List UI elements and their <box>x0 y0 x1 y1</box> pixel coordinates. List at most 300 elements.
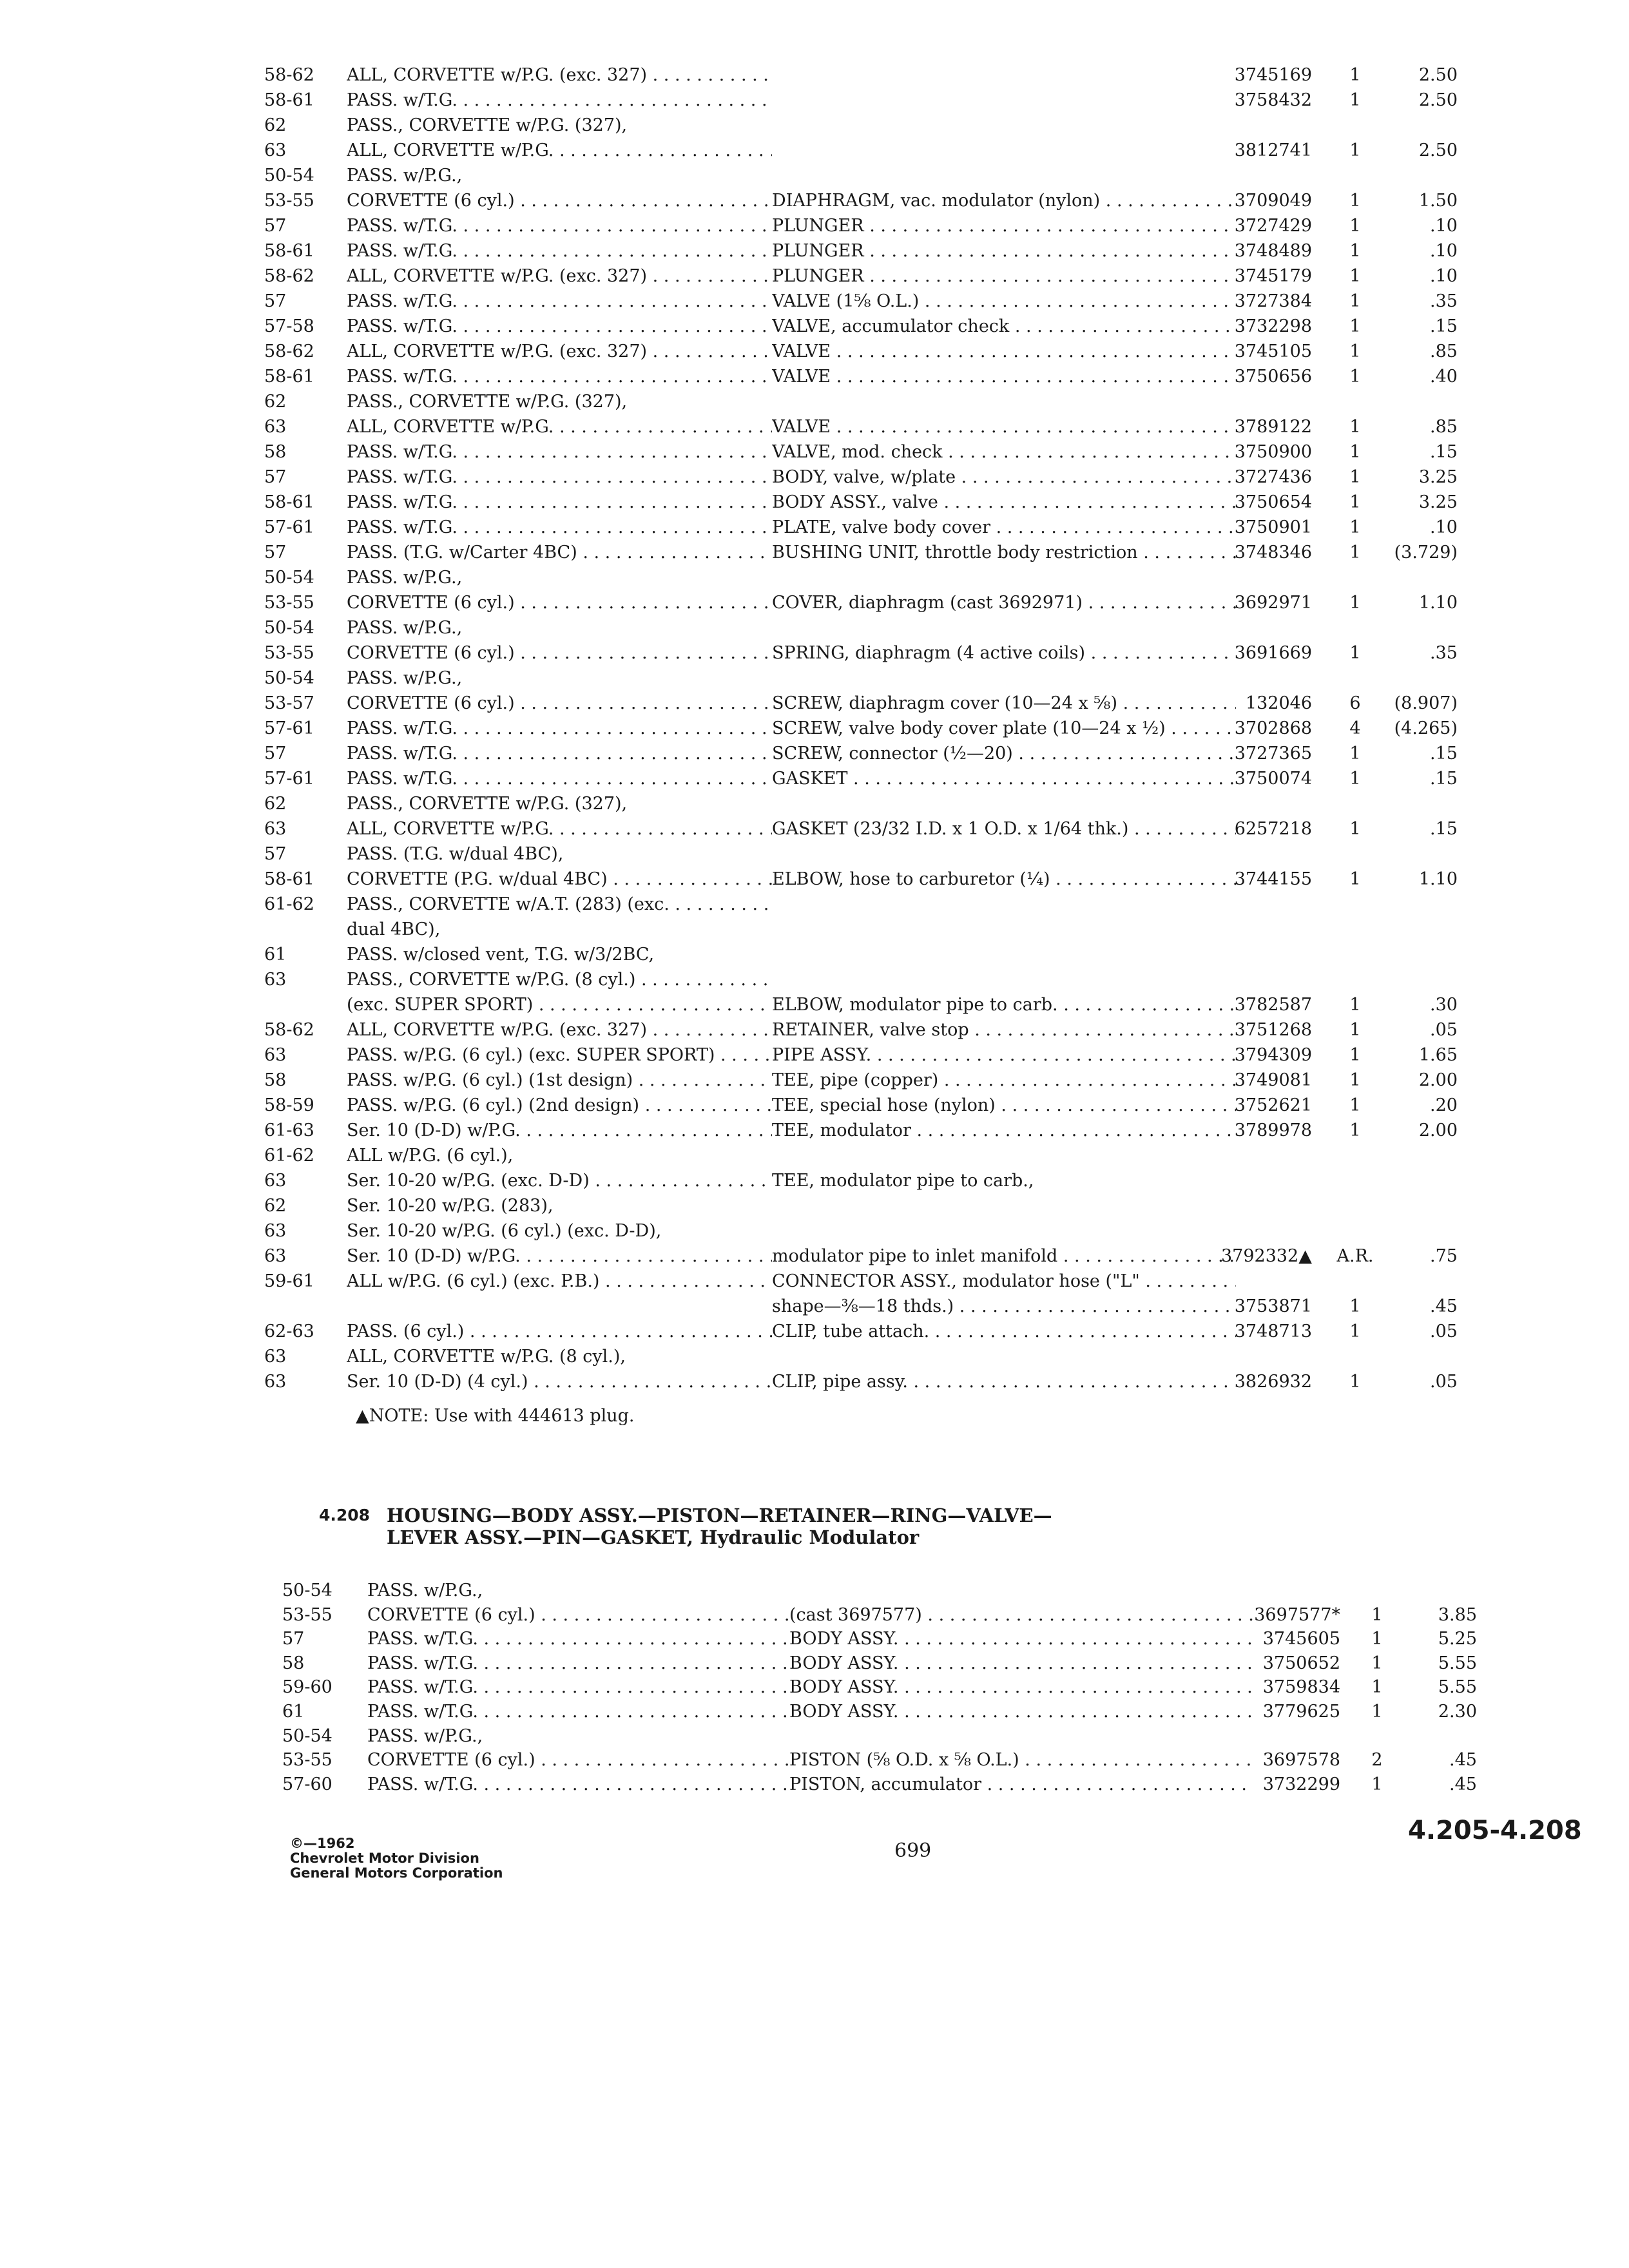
part-number-cell: 3748346 <box>1234 543 1312 562</box>
price-cell: .10 <box>1430 266 1458 286</box>
quantity-cell: A.R. <box>1336 1246 1374 1266</box>
description-cell: SCREW, diaphragm cover (10—24 x ⅝) . . . <box>772 691 1236 716</box>
application-cell: ALL w/P.G. (6 cyl.), <box>347 1146 514 1166</box>
quantity-cell: 1 <box>1349 316 1361 336</box>
part-number-cell: 3794309 <box>1234 1045 1312 1065</box>
part-number-cell: 3727429 <box>1234 216 1312 236</box>
table-row <box>0 1651 1629 1676</box>
part-number-cell: 3789122 <box>1234 417 1312 437</box>
table-row <box>0 691 1629 716</box>
application-cell: PASS. w/P.G. (6 cyl.) (2nd design) . . . <box>347 1093 772 1118</box>
application-cell: PASS. w/T.G. . . . <box>347 214 772 238</box>
quantity-cell: 1 <box>1349 341 1361 361</box>
application-cell: PASS. w/T.G. . . . <box>347 490 772 515</box>
description-cell: BODY ASSY. . . . <box>789 1627 1253 1651</box>
year-cell: 57 <box>264 291 287 311</box>
application-cell: dual 4BC), <box>347 919 441 939</box>
table-row <box>0 1294 1629 1319</box>
table-row <box>0 1068 1629 1093</box>
table-row <box>0 541 1629 565</box>
table-row <box>0 1043 1629 1068</box>
part-number-cell: 3752621 <box>1234 1095 1312 1115</box>
year-cell: 57-61 <box>264 718 314 738</box>
application-cell: PASS. w/T.G. . . . <box>367 1651 793 1676</box>
year-cell: 57 <box>282 1629 305 1649</box>
table-row <box>0 1093 1629 1118</box>
table-row <box>0 918 1629 942</box>
year-cell: 59-60 <box>282 1677 333 1698</box>
price-cell: .85 <box>1430 417 1458 437</box>
quantity-cell: 1 <box>1349 744 1361 764</box>
description-cell: VALVE, mod. check . . . <box>772 440 1236 465</box>
description-cell: VALVE . . . <box>772 415 1236 439</box>
part-number-cell: 3744155 <box>1234 869 1312 889</box>
application-cell: PASS. (T.G. w/Carter 4BC) . . . <box>347 541 772 565</box>
application-cell: PASS. w/T.G. . . . <box>347 365 772 389</box>
price-cell: 2.50 <box>1418 140 1458 160</box>
year-cell: 63 <box>264 1347 287 1367</box>
application-cell: PASS. w/P.G., <box>367 1581 483 1600</box>
table-row <box>0 365 1629 389</box>
table-row <box>0 616 1629 640</box>
quantity-cell: 1 <box>1349 417 1361 437</box>
part-number-cell: 3753871 <box>1234 1296 1312 1316</box>
application-cell: PASS. w/T.G. . . . <box>347 239 772 264</box>
part-number-cell: 3750901 <box>1234 517 1312 537</box>
quantity-cell: 1 <box>1349 643 1361 663</box>
part-number-cell: 3745179 <box>1234 266 1312 286</box>
part-number-cell: 3750074 <box>1234 769 1312 789</box>
year-cell: 58-62 <box>264 266 314 286</box>
year-cell: 62 <box>264 115 287 135</box>
part-number-cell: 3692971 <box>1234 593 1312 613</box>
description-cell: BODY ASSY., valve . . . <box>772 490 1236 515</box>
description-cell: VALVE (1⅝ O.L.) . . . <box>772 289 1236 314</box>
price-cell: 2.50 <box>1418 90 1458 110</box>
price-cell: 2.00 <box>1418 1070 1458 1090</box>
year-cell: 63 <box>264 417 287 437</box>
price-cell: .10 <box>1430 241 1458 261</box>
part-number-cell: 3792332▲ <box>1220 1246 1312 1266</box>
price-cell: 2.50 <box>1418 65 1458 85</box>
quantity-cell: 1 <box>1349 1020 1361 1040</box>
description-cell: BODY ASSY. . . . <box>789 1675 1253 1700</box>
table-row <box>0 591 1629 615</box>
year-cell: 63 <box>264 1171 287 1191</box>
quantity-cell: 1 <box>1349 769 1361 789</box>
description-cell: RETAINER, valve stop . . . <box>772 1018 1236 1043</box>
application-cell: PASS. w/closed vent, T.G. w/3/2BC, <box>347 945 655 965</box>
part-number-cell: 3732298 <box>1234 316 1312 336</box>
year-cell: 58-61 <box>264 241 314 261</box>
description-cell: PLATE, valve body cover . . . <box>772 515 1236 540</box>
description-cell: GASKET (23/32 I.D. x 1 O.D. x 1/64 thk.) . . . <box>772 817 1236 841</box>
description-cell: shape—⅜—18 thds.) . . . <box>772 1294 1236 1319</box>
application-cell: PASS. w/P.G., <box>347 568 463 588</box>
price-cell: 2.30 <box>1438 1702 1477 1722</box>
price-cell: .05 <box>1430 1020 1458 1040</box>
quantity-cell: 1 <box>1349 191 1361 211</box>
year-cell: 61-63 <box>264 1120 314 1140</box>
table-row <box>0 817 1629 841</box>
application-cell: Ser. 10 (D-D) w/P.G. . . . <box>347 1244 772 1269</box>
year-cell: 58 <box>264 1070 287 1090</box>
price-cell: .15 <box>1430 744 1458 764</box>
application-cell: PASS. w/P.G., <box>347 668 463 688</box>
description-cell: (cast 3697577) . . . <box>789 1603 1253 1628</box>
price-cell: .05 <box>1430 1321 1458 1341</box>
year-cell: 53-55 <box>264 593 314 613</box>
table-row <box>0 1119 1629 1143</box>
description-cell: COVER, diaphragm (cast 3692971) . . . <box>772 591 1236 615</box>
application-cell: ALL, CORVETTE w/P.G. (exc. 327) . . . <box>347 264 772 289</box>
price-cell: .45 <box>1430 1296 1458 1316</box>
table-row <box>0 742 1629 766</box>
quantity-cell: 1 <box>1349 216 1361 236</box>
description-cell: SPRING, diaphragm (4 active coils) . . . <box>772 641 1236 666</box>
year-cell: 62 <box>264 392 287 412</box>
application-cell: PASS. w/T.G. . . . <box>367 1773 793 1797</box>
application-cell: PASS., CORVETTE w/P.G. (327), <box>347 392 628 412</box>
description-cell: DIAPHRAGM, vac. modulator (nylon) . . . <box>772 189 1236 213</box>
part-number-cell: 3750652 <box>1262 1653 1340 1673</box>
part-number-cell: 3697578 <box>1262 1750 1340 1771</box>
price-cell: 1.50 <box>1418 191 1458 211</box>
quantity-cell: 1 <box>1371 1604 1383 1625</box>
table-row <box>0 666 1629 691</box>
year-cell: 57 <box>264 467 287 487</box>
corporation-name: General Motors Corporation <box>290 1865 503 1881</box>
year-cell: 58-61 <box>264 90 314 110</box>
price-cell: .45 <box>1449 1774 1477 1794</box>
application-cell: PASS., CORVETTE w/P.G. (8 cyl.) . . . <box>347 968 772 992</box>
year-cell: 57-58 <box>264 316 314 336</box>
table-row <box>0 1219 1629 1244</box>
description-cell: PLUNGER . . . <box>772 214 1236 238</box>
application-cell: Ser. 10 (D-D) w/P.G. . . . <box>347 1119 772 1143</box>
price-cell: 5.25 <box>1438 1629 1477 1649</box>
quantity-cell: 1 <box>1349 266 1361 286</box>
price-cell: 5.55 <box>1438 1653 1477 1673</box>
price-cell: 1.65 <box>1418 1045 1458 1065</box>
application-cell: PASS. w/T.G. . . . <box>367 1675 793 1700</box>
table-row <box>0 792 1629 816</box>
section-title-line-2: LEVER ASSY.—PIN—GASKET, Hydraulic Modulator <box>387 1526 920 1548</box>
description-cell: ELBOW, modulator pipe to carb. . . . <box>772 993 1236 1017</box>
description-cell: PLUNGER . . . <box>772 264 1236 289</box>
price-cell: .10 <box>1430 216 1458 236</box>
quantity-cell: 1 <box>1349 367 1361 387</box>
table-row <box>0 1724 1629 1749</box>
application-cell: PASS. w/P.G. (6 cyl.) (exc. SUPER SPORT) . . . <box>347 1043 772 1068</box>
year-cell: 58-61 <box>264 492 314 512</box>
year-cell: 50-54 <box>264 618 314 638</box>
description-cell: GASKET . . . <box>772 767 1236 791</box>
table-row <box>0 566 1629 590</box>
footer-copyright <box>290 1836 503 1881</box>
description-cell: PLUNGER . . . <box>772 239 1236 264</box>
table-row <box>0 1579 1629 1603</box>
year-cell: 53-55 <box>264 643 314 663</box>
application-cell: CORVETTE (6 cyl.) . . . <box>347 691 772 716</box>
quantity-cell: 1 <box>1349 90 1361 110</box>
year-cell: 58-61 <box>264 367 314 387</box>
price-cell: .15 <box>1430 769 1458 789</box>
table-row <box>0 1169 1629 1193</box>
part-number-cell: 3782587 <box>1234 995 1312 1015</box>
price-cell: .20 <box>1430 1095 1458 1115</box>
year-cell: 50-54 <box>282 1725 333 1746</box>
price-cell: .75 <box>1430 1246 1458 1266</box>
quantity-cell: 1 <box>1349 241 1361 261</box>
table-row <box>0 968 1629 992</box>
application-cell: PASS. w/T.G. . . . <box>347 767 772 791</box>
quantity-cell: 1 <box>1349 1120 1361 1140</box>
part-number-cell: 132046 <box>1245 693 1312 713</box>
quantity-cell: 2 <box>1371 1750 1383 1771</box>
application-cell: ALL, CORVETTE w/P.G. (exc. 327) . . . <box>347 340 772 364</box>
quantity-cell: 6 <box>1349 693 1361 713</box>
price-cell: (8.907) <box>1394 693 1458 713</box>
year-cell: 58-62 <box>264 65 314 85</box>
description-cell: CLIP, pipe assy. . . . <box>772 1370 1236 1394</box>
year-cell: 61-62 <box>264 1146 314 1166</box>
part-number-cell: 3702868 <box>1234 718 1312 738</box>
part-number-cell: 3745105 <box>1234 341 1312 361</box>
part-number-cell: 3745169 <box>1234 65 1312 85</box>
price-cell: .85 <box>1430 341 1458 361</box>
year-cell: 50-54 <box>264 668 314 688</box>
quantity-cell: 1 <box>1349 1070 1361 1090</box>
application-cell: Ser. 10-20 w/P.G. (283), <box>347 1196 554 1216</box>
table-row <box>0 314 1629 339</box>
table-row <box>0 892 1629 917</box>
application-cell: PASS., CORVETTE w/P.G. (327), <box>347 115 628 135</box>
description-cell: ELBOW, hose to carburetor (¼) . . . <box>772 867 1236 892</box>
price-cell: .35 <box>1430 291 1458 311</box>
description-cell: VALVE . . . <box>772 340 1236 364</box>
quantity-cell: 1 <box>1349 517 1361 537</box>
table-row <box>0 767 1629 791</box>
year-cell: 59-61 <box>264 1271 314 1291</box>
price-cell: .10 <box>1430 517 1458 537</box>
table-row <box>0 63 1629 88</box>
table-row <box>0 289 1629 314</box>
table-row <box>0 1345 1629 1369</box>
part-number-cell: 3749081 <box>1234 1070 1312 1090</box>
year-cell: 63 <box>264 1372 287 1392</box>
part-number-cell: 3812741 <box>1234 140 1312 160</box>
table-row <box>0 139 1629 163</box>
table-row <box>0 1018 1629 1043</box>
application-cell: PASS. w/T.G. . . . <box>347 515 772 540</box>
year-cell: 53-55 <box>282 1750 333 1771</box>
section-heading <box>319 1504 1224 1548</box>
year-cell: 57 <box>264 844 287 864</box>
description-cell: modulator pipe to inlet manifold . . . <box>772 1244 1236 1269</box>
table-row <box>0 1603 1629 1628</box>
year-cell: 63 <box>264 970 287 990</box>
quantity-cell: 1 <box>1371 1677 1383 1698</box>
table-row <box>0 993 1629 1017</box>
application-cell: ALL, CORVETTE w/P.G. . . . <box>347 139 772 163</box>
description-cell: BODY ASSY. . . . <box>789 1700 1253 1724</box>
quantity-cell: 1 <box>1349 819 1361 839</box>
table-row <box>0 842 1629 867</box>
quantity-cell: 1 <box>1371 1629 1383 1649</box>
table-row <box>0 716 1629 741</box>
application-cell: PASS. w/P.G. (6 cyl.) (1st design) . . . <box>347 1068 772 1093</box>
price-cell: .15 <box>1430 442 1458 462</box>
table-row <box>0 164 1629 188</box>
table-row <box>0 189 1629 213</box>
application-cell: ALL w/P.G. (6 cyl.) (exc. P.B.) . . . <box>347 1269 772 1294</box>
section-number: 4.208 <box>319 1506 371 1524</box>
application-cell: PASS. w/T.G. . . . <box>367 1627 793 1651</box>
part-number-cell: 3709049 <box>1234 191 1312 211</box>
part-number-cell: 3727384 <box>1234 291 1312 311</box>
price-cell: 3.85 <box>1438 1604 1477 1625</box>
quantity-cell: 1 <box>1349 140 1361 160</box>
part-number-cell: 3759834 <box>1262 1677 1340 1698</box>
year-cell: 53-55 <box>264 191 314 211</box>
year-cell: 57 <box>264 744 287 764</box>
application-cell: PASS. w/P.G., <box>347 618 463 638</box>
part-number-cell: 3751268 <box>1234 1020 1312 1040</box>
part-number-cell: 3727436 <box>1234 467 1312 487</box>
price-cell: .05 <box>1430 1372 1458 1392</box>
application-cell: Ser. 10-20 w/P.G. (6 cyl.) (exc. D-D), <box>347 1221 662 1241</box>
table-row <box>0 415 1629 439</box>
application-cell: PASS. w/T.G. . . . <box>367 1700 793 1724</box>
description-cell: PIPE ASSY. . . . <box>772 1043 1236 1068</box>
description-cell: CONNECTOR ASSY., modulator hose ("L" . . . <box>772 1269 1236 1294</box>
price-cell: .15 <box>1430 819 1458 839</box>
quantity-cell: 1 <box>1349 593 1361 613</box>
year-cell: 50-54 <box>264 568 314 588</box>
year-cell: 53-55 <box>282 1604 333 1625</box>
description-cell: CLIP, tube attach. . . . <box>772 1320 1236 1344</box>
application-cell: PASS. w/P.G., <box>347 166 463 186</box>
division-name: Chevrolet Motor Division <box>290 1850 479 1866</box>
application-cell: PASS. w/T.G. . . . <box>347 742 772 766</box>
application-cell: CORVETTE (6 cyl.) . . . <box>347 591 772 615</box>
application-cell: ALL, CORVETTE w/P.G. (8 cyl.), <box>347 1347 626 1367</box>
quantity-cell: 1 <box>1349 869 1361 889</box>
year-cell: 62 <box>264 794 287 814</box>
year-cell: 50-54 <box>264 166 314 186</box>
application-cell: ALL, CORVETTE w/P.G. . . . <box>347 415 772 439</box>
application-cell: PASS. w/T.G. . . . <box>347 465 772 490</box>
description-cell: TEE, modulator pipe to carb., <box>772 1171 1034 1191</box>
description-cell: TEE, pipe (copper) . . . <box>772 1068 1236 1093</box>
quantity-cell: 1 <box>1371 1653 1383 1673</box>
quantity-cell: 1 <box>1349 467 1361 487</box>
part-number-cell: 3789978 <box>1234 1120 1312 1140</box>
description-cell: SCREW, valve body cover plate (10—24 x ½) . . . <box>772 716 1236 741</box>
application-cell: PASS. w/T.G. . . . <box>347 289 772 314</box>
description-cell: PISTON (⅝ O.D. x ⅝ O.L.) . . . <box>789 1748 1253 1773</box>
price-cell: (4.265) <box>1394 718 1458 738</box>
year-cell: 63 <box>264 819 287 839</box>
quantity-cell: 1 <box>1371 1774 1383 1794</box>
price-cell: (3.729) <box>1394 543 1458 562</box>
year-cell: 63 <box>264 1246 287 1266</box>
year-cell: 61 <box>264 945 287 965</box>
year-cell: 58-61 <box>264 869 314 889</box>
application-cell: PASS., CORVETTE w/A.T. (283) (exc. . . . <box>347 892 772 917</box>
year-cell: 57 <box>264 543 287 562</box>
application-cell: PASS., CORVETTE w/P.G. (327), <box>347 794 628 814</box>
quantity-cell: 1 <box>1349 1095 1361 1115</box>
application-cell: ALL, CORVETTE w/P.G. (exc. 327) . . . <box>347 1018 772 1043</box>
price-cell: 1.10 <box>1418 593 1458 613</box>
application-cell: CORVETTE (6 cyl.) . . . <box>367 1748 793 1773</box>
part-number-cell: 3748713 <box>1234 1321 1312 1341</box>
table-row <box>0 239 1629 264</box>
description-cell: TEE, special hose (nylon) . . . <box>772 1093 1236 1118</box>
table-row <box>0 390 1629 414</box>
table-row <box>0 641 1629 666</box>
price-cell: .35 <box>1430 643 1458 663</box>
quantity-cell: 1 <box>1349 1321 1361 1341</box>
year-cell: 63 <box>264 140 287 160</box>
application-cell: PASS. (T.G. w/dual 4BC), <box>347 844 564 864</box>
part-number-cell: 3691669 <box>1234 643 1312 663</box>
quantity-cell: 4 <box>1349 718 1361 738</box>
table-row <box>0 1700 1629 1724</box>
table-row <box>0 1748 1629 1773</box>
application-cell: ALL, CORVETTE w/P.G. (exc. 327) . . . <box>347 63 772 88</box>
year-cell: 57 <box>264 216 287 236</box>
part-number-cell: 6257218 <box>1234 819 1312 839</box>
year-cell: 53-57 <box>264 693 314 713</box>
description-cell: TEE, modulator . . . <box>772 1119 1236 1143</box>
year-cell: 61-62 <box>264 894 314 914</box>
description-cell: SCREW, connector (½—20) . . . <box>772 742 1236 766</box>
application-cell: CORVETTE (6 cyl.) . . . <box>347 641 772 666</box>
application-cell: PASS. w/P.G., <box>367 1725 483 1746</box>
table-row <box>0 1144 1629 1168</box>
year-cell: 63 <box>264 1221 287 1241</box>
application-cell: PASS. w/T.G. . . . <box>347 88 772 113</box>
footnote: ▲NOTE: Use with 444613 plug. <box>356 1406 635 1426</box>
application-cell: (exc. SUPER SPORT) . . . <box>347 993 772 1017</box>
part-number-cell: 3779625 <box>1262 1702 1340 1722</box>
description-cell: BODY ASSY. . . . <box>789 1651 1253 1676</box>
year-cell: 57-61 <box>264 769 314 789</box>
price-cell: 1.10 <box>1418 869 1458 889</box>
description-cell: VALVE . . . <box>772 365 1236 389</box>
application-cell: PASS. w/T.G. . . . <box>347 716 772 741</box>
quantity-cell: 1 <box>1349 65 1361 85</box>
part-number-cell: 3727365 <box>1234 744 1312 764</box>
price-cell: 2.00 <box>1418 1120 1458 1140</box>
application-cell: Ser. 10 (D-D) (4 cyl.) . . . <box>347 1370 772 1394</box>
application-cell: CORVETTE (6 cyl.) . . . <box>347 189 772 213</box>
section-title-line-1: HOUSING—BODY ASSY.—PISTON—RETAINER—RING—VALVE— <box>387 1504 1052 1526</box>
year-cell: 58 <box>282 1653 305 1673</box>
table-row <box>0 1627 1629 1651</box>
part-number-cell: 3732299 <box>1262 1774 1340 1794</box>
year-cell: 57-60 <box>282 1774 333 1794</box>
table-row <box>0 1773 1629 1797</box>
year-cell: 62-63 <box>264 1321 314 1341</box>
part-number-cell: 3826932 <box>1234 1372 1312 1392</box>
quantity-cell: 1 <box>1349 995 1361 1015</box>
table-row <box>0 515 1629 540</box>
application-cell: Ser. 10-20 w/P.G. (exc. D-D) . . . <box>347 1169 772 1193</box>
